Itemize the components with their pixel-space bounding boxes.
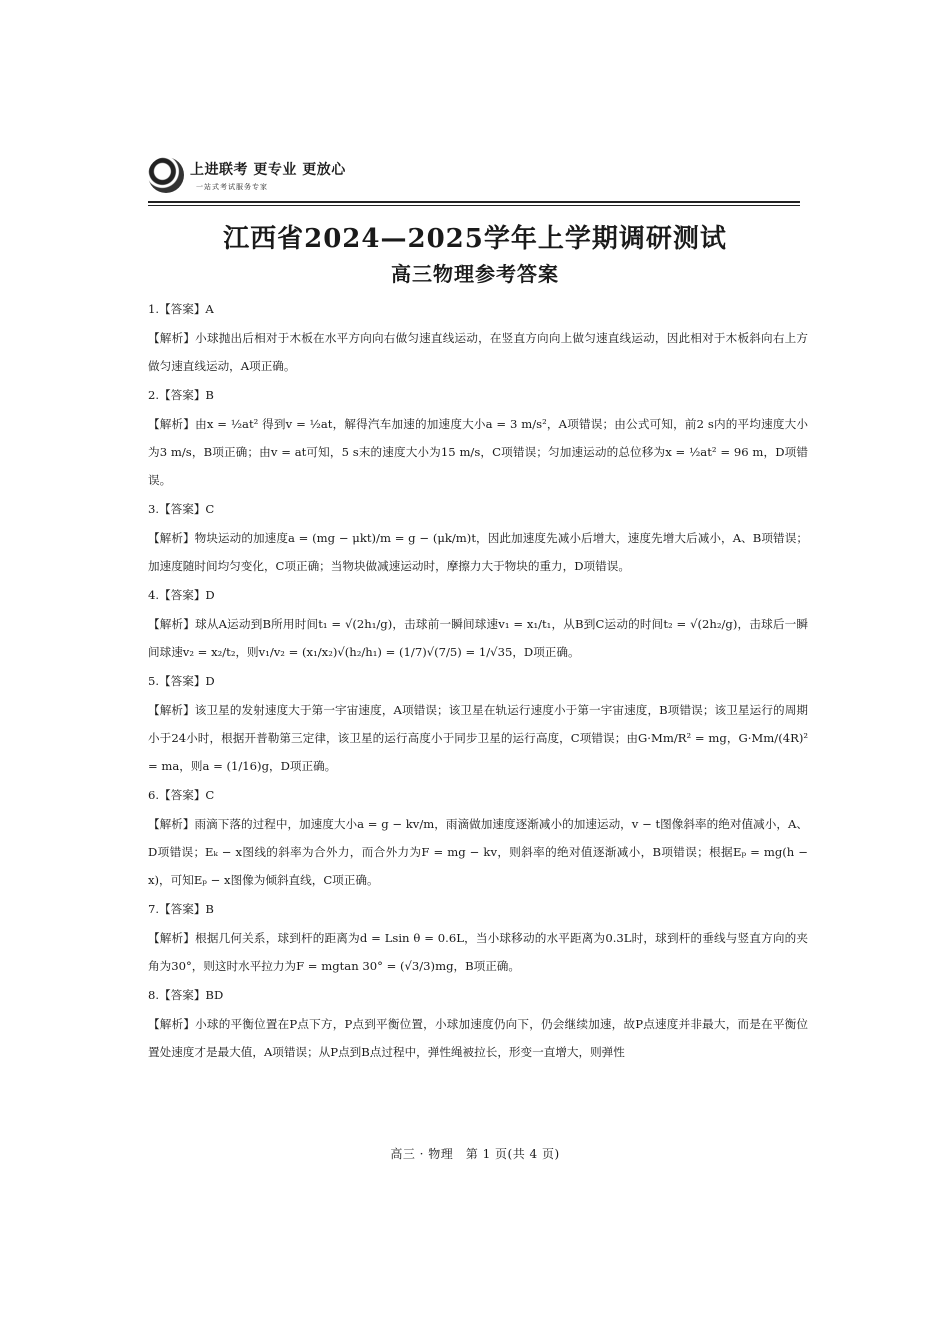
logo-slogan: 上进联考 更专业 更放心 xyxy=(190,161,346,178)
answer-explanation: 【解析】小球抛出后相对于木板在水平方向向右做匀速直线运动，在竖直方向向上做匀速直线运动，因此相对于木板斜向右上方做匀速直线运动，A项正确。 xyxy=(148,331,808,373)
answer-item xyxy=(148,386,808,494)
answer-item xyxy=(148,986,808,1066)
page-subtitle: 高三物理参考答案 xyxy=(391,262,559,286)
answer-item xyxy=(148,900,808,980)
answer-key: 1.【答案】A xyxy=(148,302,214,316)
answer-list xyxy=(148,300,808,1072)
page-footer: 高三 · 物理 第 1 页(共 4 页) xyxy=(390,1147,560,1161)
logo xyxy=(148,157,346,193)
answer-explanation: 【解析】雨滴下落的过程中，加速度大小a = g − kv/m，雨滴做加速度逐渐减小的加速运动，v − t图像斜率的绝对值减小，A、D项错误；Eₖ − x图线的斜率为合外力，而合外力为F = mg − kv，则斜率的绝对值逐渐减小，B项错误；根据Eₚ = mg(h − x)，可知Eₚ − x图像为倾斜直线，C项正确。 xyxy=(148,817,808,887)
answer-explanation: 【解析】物块运动的加速度a = (mg − μkt)/m = g − (μk/m)t，因此加速度先减小后增大，速度先增大后减小，A、B项错误；加速度随时间均匀变化，C项正确；当物块做减速运动时，摩擦力大于物块的重力，D项错误。 xyxy=(148,531,808,573)
logo-icon xyxy=(148,157,184,193)
logo-subslogan: 一站式考试服务专家 xyxy=(196,182,268,191)
answer-key: 3.【答案】C xyxy=(148,502,215,516)
page-title: 江西省2024—2025学年上学期调研测试 xyxy=(223,224,727,254)
answer-key: 4.【答案】D xyxy=(148,588,215,602)
answer-key: 6.【答案】C xyxy=(148,788,215,802)
answer-item xyxy=(148,786,808,894)
header-rule-thin xyxy=(148,205,800,206)
answer-explanation: 【解析】球从A运动到B所用时间t₁ = √(2h₁/g)，击球前一瞬间球速v₁ = x₁/t₁，从B到C运动的时间t₂ = √(2h₂/g)，击球后一瞬间球速v₂ = x₂/t₂，则v₁/v₂ = (x₁/x₂)√(h₂/h₁) = (1/7)√(7/5) = 1/√35，D项正确。 xyxy=(148,617,808,659)
answer-item xyxy=(148,300,808,380)
answer-key: 7.【答案】B xyxy=(148,902,214,916)
answer-key: 2.【答案】B xyxy=(148,388,214,402)
answer-explanation: 【解析】该卫星的发射速度大于第一宇宙速度，A项错误；该卫星在轨运行速度小于第一宇宙速度，B项错误；该卫星运行的周期小于24小时，根据开普勒第三定律，该卫星的运行高度小于同步卫星的运行高度，C项错误；由G·Mm/R² = mg，G·Mm/(4R)² = ma，则a = (1/16)g，D项正确。 xyxy=(148,703,808,773)
answer-explanation: 【解析】由x = ½at² 得到v = ½at，解得汽车加速的加速度大小a = 3 m/s²，A项错误；由公式可知，前2 s内的平均速度大小为3 m/s，B项正确；由v = at可知，5 s末的速度大小为15 m/s，C项错误；匀加速运动的总位移为x = ½at² = 96 m，D项错误。 xyxy=(148,417,808,487)
answer-item xyxy=(148,500,808,580)
header-rule-thick xyxy=(148,201,800,203)
answer-explanation: 【解析】小球的平衡位置在P点下方，P点到平衡位置，小球加速度仍向下，仍会继续加速，故P点速度并非最大，而是在平衡位置处速度才是最大值，A项错误；从P点到B点过程中，弹性绳被拉长，形变一直增大，则弹性 xyxy=(148,1017,808,1059)
answer-key: 8.【答案】BD xyxy=(148,988,224,1002)
answer-explanation: 【解析】根据几何关系，球到杆的距离为d = Lsin θ = 0.6L，当小球移动的水平距离为0.3L时，球到杆的垂线与竖直方向的夹角为30°，则这时水平拉力为F = mgtan 30° = (√3/3)mg，B项正确。 xyxy=(148,931,808,973)
answer-item xyxy=(148,586,808,666)
answer-key: 5.【答案】D xyxy=(148,674,215,688)
answer-item xyxy=(148,672,808,780)
